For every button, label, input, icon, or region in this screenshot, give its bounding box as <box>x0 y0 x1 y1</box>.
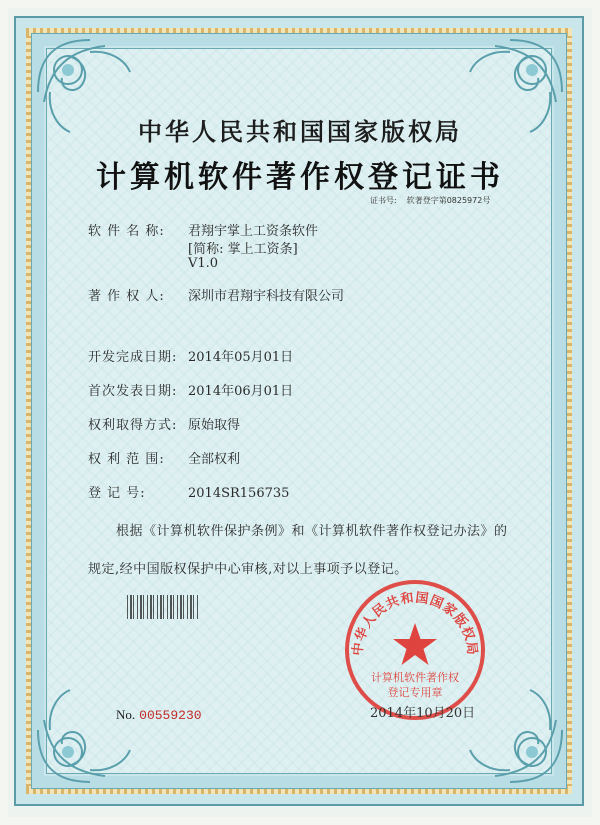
field-copyright-owner <box>88 285 344 304</box>
seal-ring-text: 中华人民共和国国家版权局 <box>350 590 480 657</box>
issue-date: 2014年10月20日 <box>370 706 476 721</box>
barcode <box>127 595 199 619</box>
field-label: 著 作 权 人: <box>88 289 165 304</box>
certificate-number-value: 软著登字第0825972号 <box>406 196 491 205</box>
seal-star-icon <box>393 623 437 665</box>
certificate-title: 计算机软件著作权登记证书 <box>96 160 504 195</box>
software-short-name: [简称: 掌上工资条] <box>188 242 298 257</box>
serial-label: No. <box>116 707 136 722</box>
field-rights-scope <box>88 448 240 467</box>
certificate-number <box>370 195 490 206</box>
certificate-number-label: 证书号: <box>370 196 397 205</box>
seal-line-2: 登记专用章 <box>387 686 443 699</box>
field-dev-complete-date <box>88 346 293 365</box>
seal-line-1: 计算机软件著作权 <box>371 671 459 684</box>
field-label: 登 记 号: <box>88 486 146 501</box>
field-first-publish-date <box>88 380 293 399</box>
field-value: 2014SR156735 <box>188 486 290 501</box>
field-acquisition-method <box>88 414 240 433</box>
field-label: 开发完成日期: <box>88 350 178 365</box>
field-value: 君翔宇掌上工资条软件 <box>188 224 319 239</box>
field-value: 2014年06月01日 <box>188 384 294 399</box>
statement-line-2: 规定,经中国版权保护中心审核,对以上事项予以登记。 <box>88 562 408 577</box>
corner-ornament-bottom-left <box>30 670 150 790</box>
field-registration-number <box>88 482 289 501</box>
field-label: 软 件 名 称: <box>88 224 165 239</box>
field-value: 全部权利 <box>188 452 241 467</box>
field-value: 深圳市君翔宇科技有限公司 <box>188 289 345 304</box>
serial-number <box>116 707 202 723</box>
field-value: 2014年05月01日 <box>188 350 294 365</box>
field-label: 权利取得方式: <box>88 418 178 433</box>
issuing-authority-title: 中华人民共和国国家版权局 <box>138 118 462 146</box>
serial-value: 00559230 <box>139 708 202 723</box>
statement-line-1: 根据《计算机软件保护条例》和《计算机软件著作权登记办法》的 <box>116 524 508 539</box>
field-software-name <box>88 220 318 239</box>
field-label: 首次发表日期: <box>88 384 178 399</box>
software-version: V1.0 <box>188 256 219 271</box>
field-value: 原始取得 <box>188 418 241 433</box>
field-label: 权 利 范 围: <box>88 452 165 467</box>
